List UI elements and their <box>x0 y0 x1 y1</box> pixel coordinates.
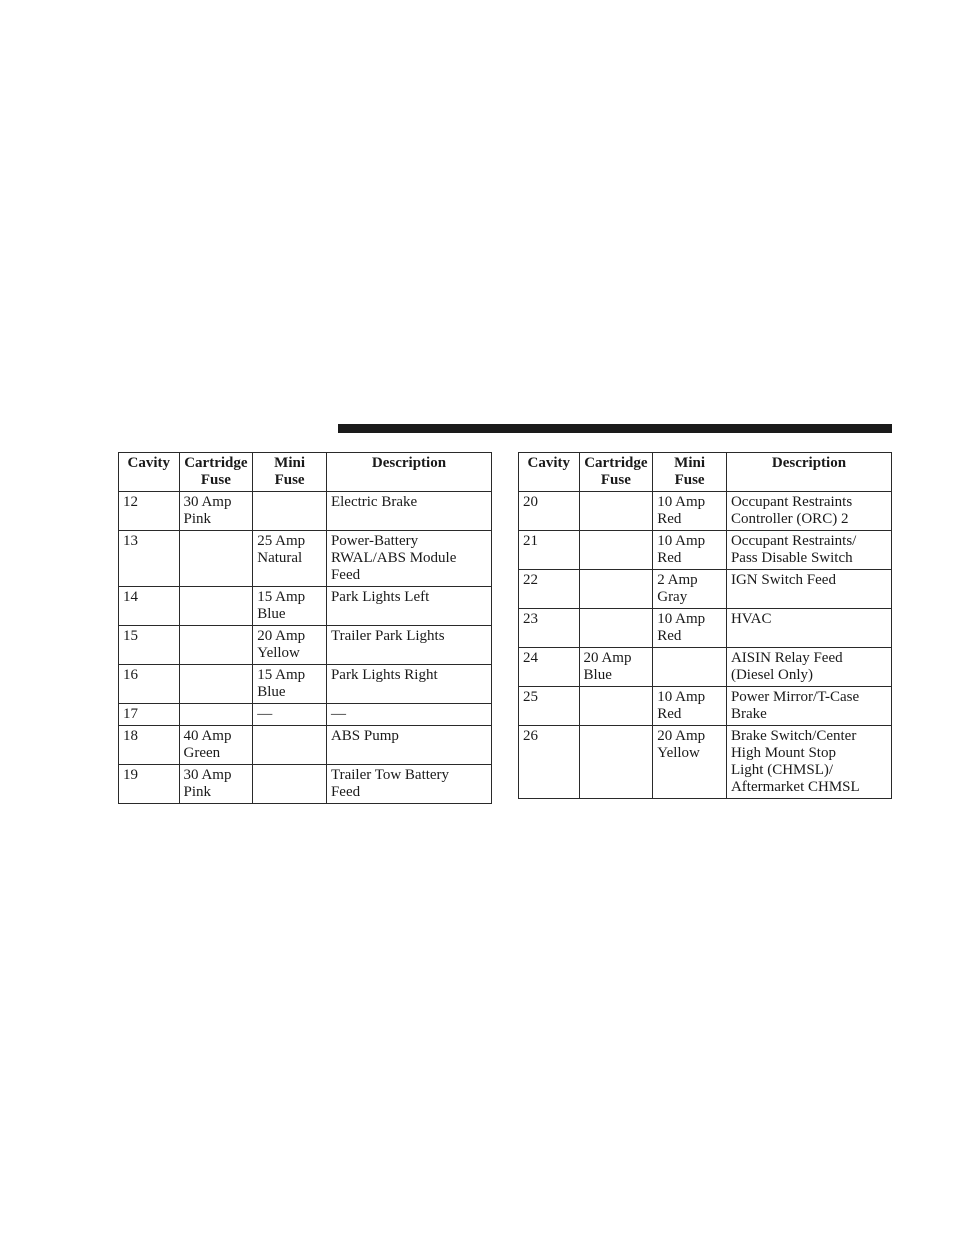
fuse-table-left <box>118 452 492 804</box>
cell-description: Trailer Tow Battery Feed <box>326 765 491 804</box>
table-row <box>119 704 492 726</box>
header-cartridge-fuse: Cartridge Fuse <box>579 453 653 492</box>
header-description: Description <box>726 453 891 492</box>
cell-mini <box>653 648 727 687</box>
cell-mini: 10 Amp Red <box>653 492 727 531</box>
header-cavity: Cavity <box>119 453 180 492</box>
table-row <box>519 570 892 609</box>
cell-description: Power Mirror/T-Case Brake <box>726 687 891 726</box>
cell-description: Occupant Restraints Controller (ORC) 2 <box>726 492 891 531</box>
cell-cavity: 12 <box>119 492 180 531</box>
fuse-table-right <box>518 452 892 799</box>
cell-description: — <box>326 704 491 726</box>
table-row <box>519 726 892 799</box>
table-row <box>119 531 492 587</box>
header-mini-fuse: Mini Fuse <box>653 453 727 492</box>
table-row <box>519 609 892 648</box>
cell-mini: 15 Amp Blue <box>253 587 327 626</box>
table-row <box>119 626 492 665</box>
cell-description: Brake Switch/Center High Mount Stop Light (CHMSL)/ Aftermarket CHMSL <box>726 726 891 799</box>
cell-cavity: 17 <box>119 704 180 726</box>
cell-mini: 10 Amp Red <box>653 609 727 648</box>
cell-cartridge <box>579 492 653 531</box>
cell-description: AISIN Relay Feed (Diesel Only) <box>726 648 891 687</box>
cell-description: Power-Battery RWAL/ABS Module Feed <box>326 531 491 587</box>
cell-cartridge <box>179 665 253 704</box>
cell-cartridge: 30 Amp Pink <box>179 765 253 804</box>
cell-mini: 20 Amp Yellow <box>253 626 327 665</box>
cell-mini <box>253 726 327 765</box>
table-header-row <box>519 453 892 492</box>
table-row <box>119 765 492 804</box>
cell-mini: — <box>253 704 327 726</box>
table-row <box>119 587 492 626</box>
cell-mini <box>253 765 327 804</box>
table-row <box>119 492 492 531</box>
cell-cavity: 15 <box>119 626 180 665</box>
cell-cartridge <box>179 626 253 665</box>
cell-description: Electric Brake <box>326 492 491 531</box>
cell-cavity: 18 <box>119 726 180 765</box>
cell-description: ABS Pump <box>326 726 491 765</box>
cell-cavity: 23 <box>519 609 580 648</box>
cell-mini: 15 Amp Blue <box>253 665 327 704</box>
cell-description: HVAC <box>726 609 891 648</box>
cell-cavity: 14 <box>119 587 180 626</box>
table-row <box>519 531 892 570</box>
cell-cavity: 22 <box>519 570 580 609</box>
cell-cavity: 26 <box>519 726 580 799</box>
header-cartridge-fuse: Cartridge Fuse <box>179 453 253 492</box>
cell-cartridge <box>179 587 253 626</box>
section-header-rule <box>338 424 892 433</box>
table-header-row <box>119 453 492 492</box>
cell-cartridge <box>179 704 253 726</box>
cell-cartridge: 20 Amp Blue <box>579 648 653 687</box>
cell-cavity: 16 <box>119 665 180 704</box>
table-row <box>519 492 892 531</box>
cell-cavity: 19 <box>119 765 180 804</box>
table-row <box>119 665 492 704</box>
header-mini-fuse: Mini Fuse <box>253 453 327 492</box>
table-row <box>519 687 892 726</box>
cell-description: Park Lights Left <box>326 587 491 626</box>
cell-description: Occupant Restraints/ Pass Disable Switch <box>726 531 891 570</box>
cell-mini <box>253 492 327 531</box>
table-row <box>119 726 492 765</box>
cell-description: Park Lights Right <box>326 665 491 704</box>
cell-cartridge <box>579 570 653 609</box>
cell-description: Trailer Park Lights <box>326 626 491 665</box>
cell-cartridge <box>579 531 653 570</box>
header-cavity: Cavity <box>519 453 580 492</box>
cell-description: IGN Switch Feed <box>726 570 891 609</box>
table-row <box>519 648 892 687</box>
cell-cavity: 13 <box>119 531 180 587</box>
cell-cartridge <box>579 687 653 726</box>
cell-cartridge <box>579 609 653 648</box>
cell-mini: 2 Amp Gray <box>653 570 727 609</box>
cell-mini: 10 Amp Red <box>653 687 727 726</box>
cell-cavity: 20 <box>519 492 580 531</box>
cell-cavity: 25 <box>519 687 580 726</box>
cell-cartridge: 40 Amp Green <box>179 726 253 765</box>
header-description: Description <box>326 453 491 492</box>
cell-cartridge <box>179 531 253 587</box>
cell-mini: 25 Amp Natural <box>253 531 327 587</box>
cell-cavity: 21 <box>519 531 580 570</box>
cell-cavity: 24 <box>519 648 580 687</box>
cell-cartridge: 30 Amp Pink <box>179 492 253 531</box>
cell-mini: 20 Amp Yellow <box>653 726 727 799</box>
cell-mini: 10 Amp Red <box>653 531 727 570</box>
cell-cartridge <box>579 726 653 799</box>
